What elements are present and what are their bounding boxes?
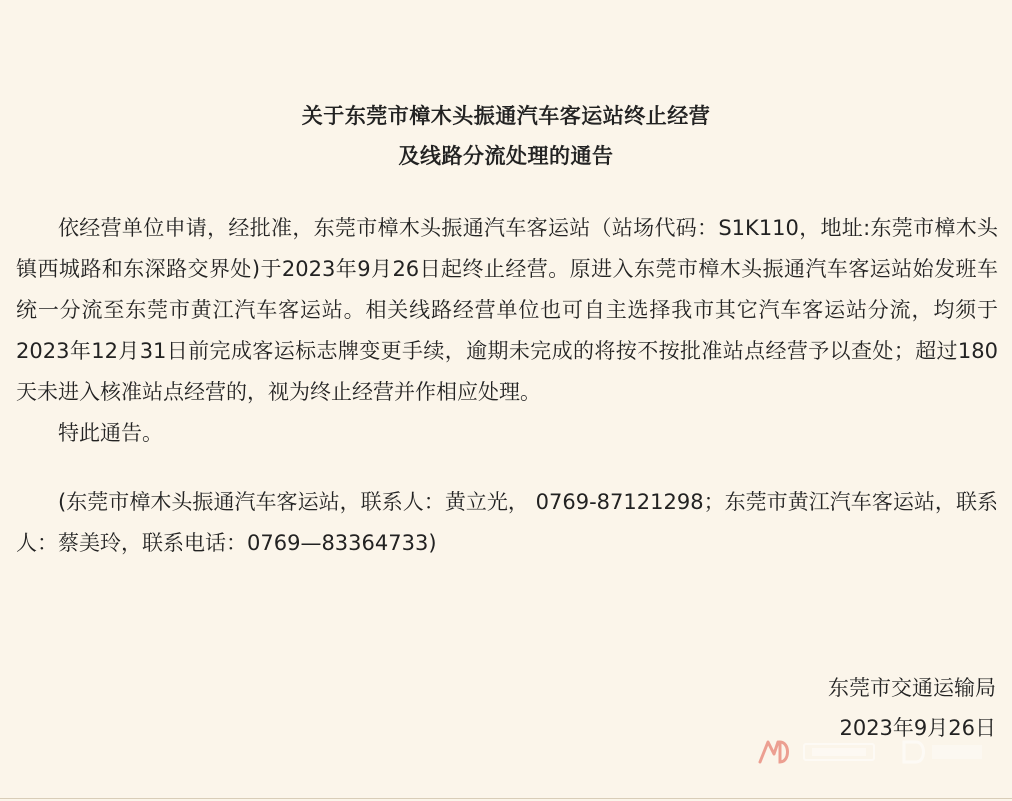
title-line-1: 关于东莞市樟木头振通汽车客运站终止经营: [301, 104, 711, 128]
body-paragraph-main: 依经营单位申请，经批准，东莞市樟木头振通汽车客运站（站场代码：S1K110，地址:东莞市樟木头镇西城路和东深路交界处)于2023年9月26日起终止经营。原进入东莞市樟木头振通汽车客运站始发班车统一分流至东莞市黄江汽车客运站。相关线路经营单位也可自主选择我市其它汽车客运站分流，均须于2023年12月31日前完成客运标志牌变更手续，逾期未完成的将按不按批准站点经营予以查处；超过180天未进入核准站点经营的，视为终止经营并作相应处理。: [16, 216, 998, 404]
notice-title: [0, 96, 1012, 176]
bottom-divider: [0, 798, 1012, 799]
title-line-2: 及线路分流处理的通告: [398, 144, 614, 168]
issue-date: 2023年9月26日: [839, 716, 996, 740]
contact-paragraph: (东莞市樟木头振通汽车客运站，联系人：黄立光， 0769-87121298；东莞市黄江汽车客运站，联系人：蔡美玲，联系电话：0769—83364733): [16, 490, 998, 555]
issuer-name: 东莞市交通运输局: [828, 676, 996, 700]
notice-body: [16, 208, 998, 564]
body-paragraph-closing: 特此通告。: [58, 421, 163, 445]
nd-logo-icon: [756, 736, 994, 766]
